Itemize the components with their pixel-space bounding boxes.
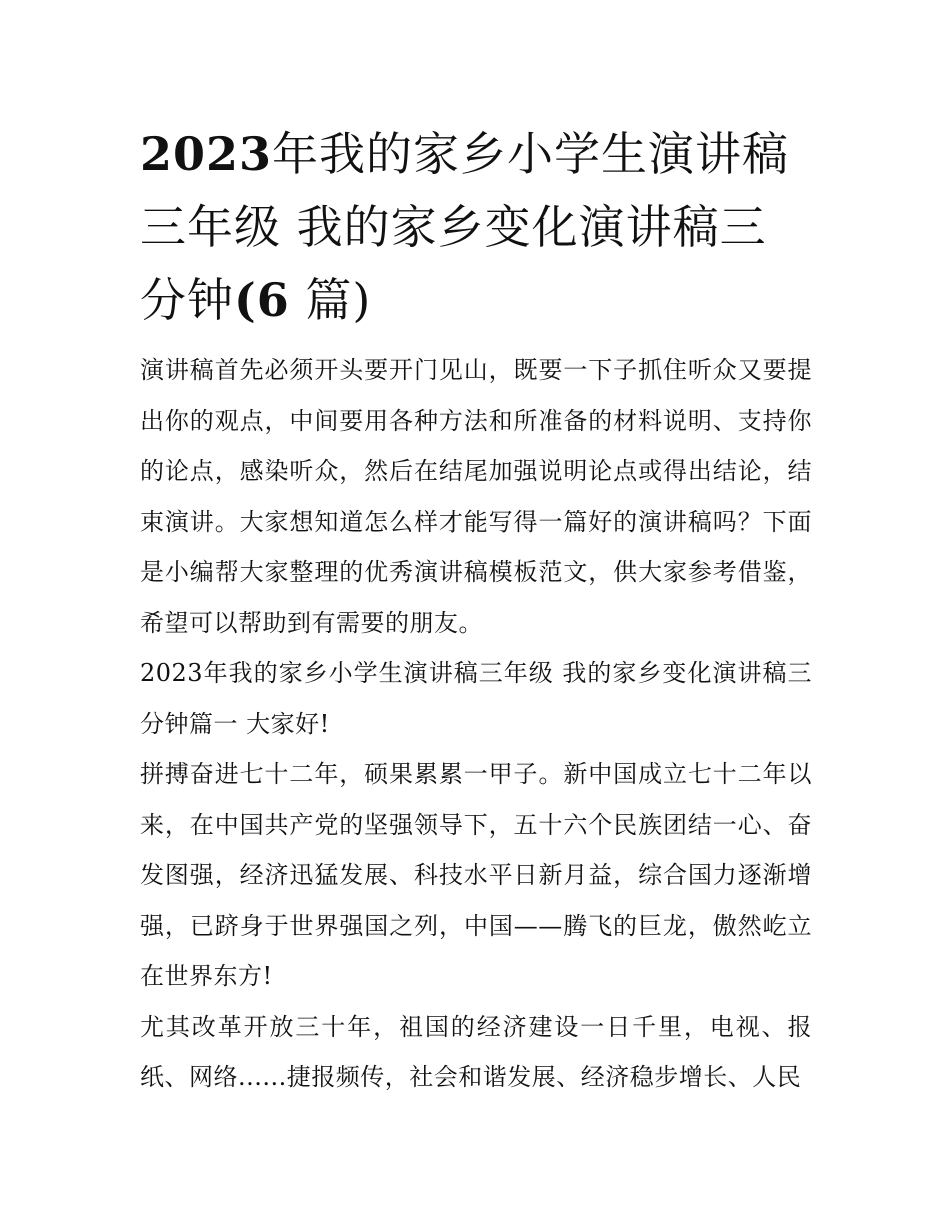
document-content	[140, 118, 812, 1103]
paragraph-body-1: 拼搏奋进七十二年，硕果累累一甲子。新中国成立七十二年以来，在中国共产党的坚强领导下，五十六个民族团结一心、奋发图强，经济迅猛发展、科技水平日新月益，综合国力逐渐增强，已跻身于世界强国之列，中国——腾飞的巨龙，傲然屹立在世界东方!	[140, 760, 812, 990]
title-suffix: 篇)	[305, 273, 372, 327]
title-year: 2023	[140, 127, 273, 181]
paragraph-body-2: 尤其改革开放三十年，祖国的经济建设一日千里，电视、报纸、网络......捷报频传，社会和谐发展、经济稳步增长、人民	[140, 1012, 812, 1091]
paragraph-intro: 演讲稿首先必须开头要开门见山，既要一下子抓住听众又要提出你的观点，中间要用各种方法和所准备的材料说明、支持你的论点，感染听众，然后在结尾加强说明论点或得出结论，结束演讲。大家想知道怎么样才能写得一篇好的演讲稿吗？下面是小编帮大家整理的优秀演讲稿模板范文，供大家参考借鉴，希望可以帮助到有需要的朋友。	[140, 356, 812, 637]
title-main: 年我的家乡小学生演讲稿三年级 我的家乡变化演讲稿三分钟	[140, 127, 790, 327]
title-count: (6	[234, 273, 290, 327]
paragraph-section-heading: 2023年我的家乡小学生演讲稿三年级 我的家乡变化演讲稿三分钟篇一 大家好!	[140, 659, 812, 738]
document-title	[140, 118, 812, 337]
